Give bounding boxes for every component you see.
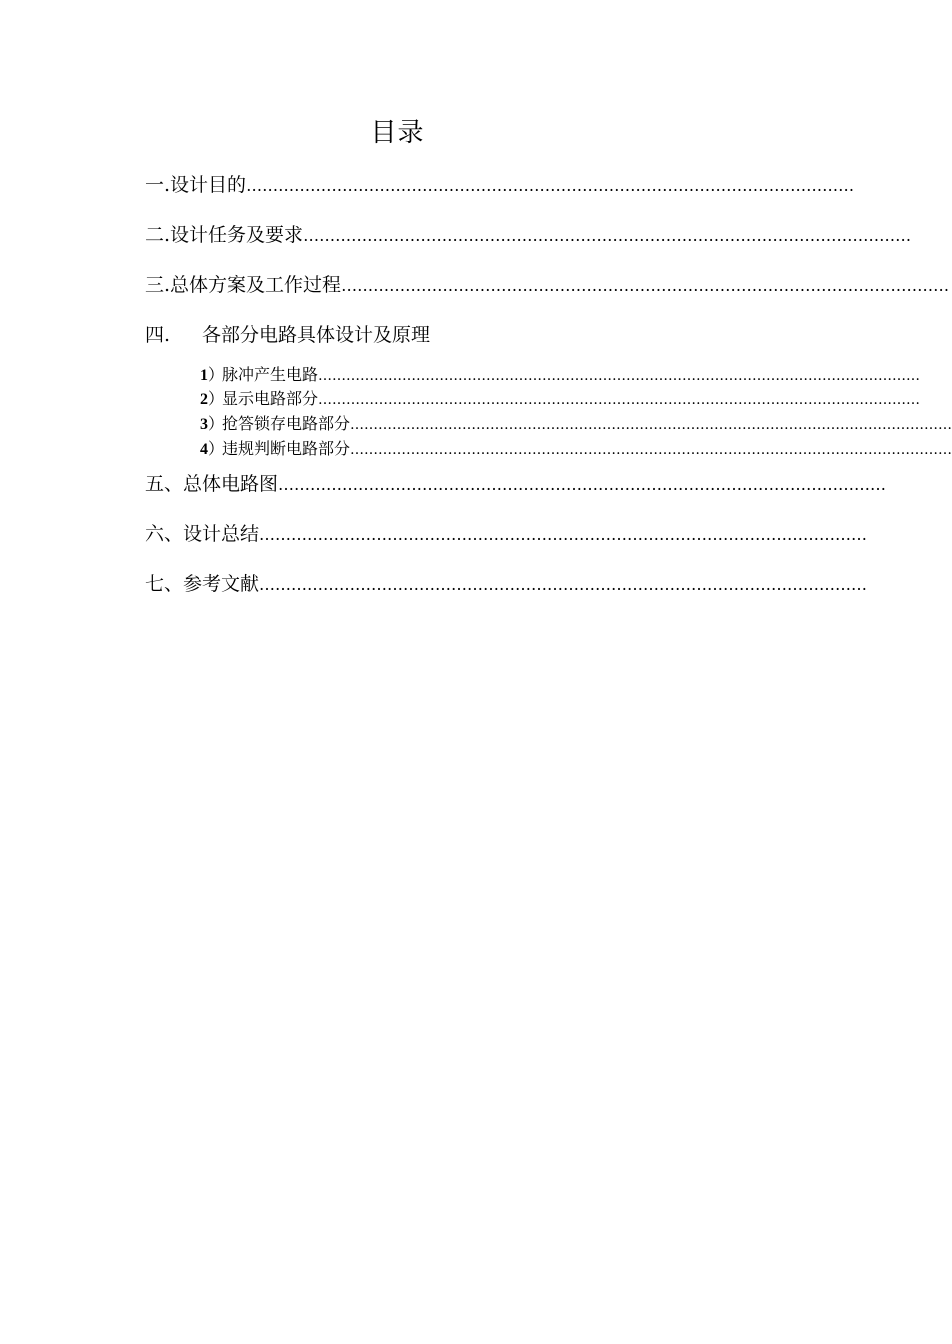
toc-entry-number: 七、: [145, 573, 184, 595]
toc-subentry[interactable]: [200, 413, 952, 435]
toc-leader-dots: …………………………………………………………………………………………………………………: [318, 392, 921, 408]
toc-leader-dots: ……………………………………………………………………………………………………: [278, 475, 887, 494]
toc-entry-text: 设计任务及要求: [170, 224, 304, 246]
toc-subentry[interactable]: [200, 388, 921, 410]
toc-entry-number: 六、: [145, 523, 184, 545]
toc-subentry-text: 抢答锁存电路部分: [222, 414, 351, 433]
toc-entry-text: 参考文献: [183, 573, 260, 595]
toc-leader-dots: ……………………………………………………………………………………………………: [259, 525, 868, 544]
toc-subentry-number: 4: [200, 441, 208, 458]
toc-entry[interactable]: [145, 172, 855, 198]
toc-entry[interactable]: [145, 571, 868, 597]
toc-entry[interactable]: [145, 222, 912, 248]
toc-subentry-paren: ）: [208, 389, 225, 408]
toc-title: 目录: [370, 118, 425, 148]
toc-entry[interactable]: [145, 272, 950, 298]
toc-subentry-paren: ）: [208, 365, 225, 384]
toc-subentry-text: 显示电路部分: [222, 389, 319, 408]
toc-subentry[interactable]: [200, 438, 952, 460]
toc-leader-dots: …………………………………………………………………………………………………………………: [350, 417, 952, 433]
toc-subentry-text: 脉冲产生电路: [222, 365, 319, 384]
toc-subentry-number: 2: [200, 391, 208, 408]
toc-entry-number: 一.: [145, 174, 171, 196]
toc-subentry-number: 3: [200, 416, 208, 433]
toc-subentry[interactable]: [200, 364, 921, 386]
toc-entry-number: 五、: [145, 473, 184, 495]
toc-entry-number: 四.: [145, 324, 171, 346]
toc-leader-dots: ……………………………………………………………………………………………………: [303, 226, 912, 245]
toc-entry-text: 各部分电路具体设计及原理: [202, 324, 431, 346]
toc-subentry-paren: ）: [208, 439, 225, 458]
toc-entry-number: 二.: [145, 224, 171, 246]
toc-entry-text: 总体电路图: [183, 473, 279, 495]
toc-entry-text: 总体方案及工作过程: [170, 274, 342, 296]
toc-entry-text: 设计总结: [183, 523, 260, 545]
toc-entry[interactable]: [145, 471, 887, 497]
toc-leader-dots: ……………………………………………………………………………………………………: [341, 276, 950, 295]
toc-subentry-paren: ）: [208, 414, 225, 433]
toc-subentry-number: 1: [200, 367, 208, 384]
toc-entry[interactable]: [145, 521, 868, 547]
toc-leader-dots: ……………………………………………………………………………………………………: [246, 176, 855, 195]
toc-leader-dots: ……………………………………………………………………………………………………: [259, 575, 868, 594]
toc-entry[interactable]: [145, 322, 785, 348]
toc-leader-dots: …………………………………………………………………………………………………………………: [350, 442, 952, 458]
toc-subentry-text: 违规判断电路部分: [222, 439, 351, 458]
toc-leader-dots: …………………………………………………………………………………………………………………: [318, 368, 921, 384]
toc-entry-number: 三.: [145, 274, 171, 296]
toc-entry-text: 设计目的: [170, 174, 247, 196]
